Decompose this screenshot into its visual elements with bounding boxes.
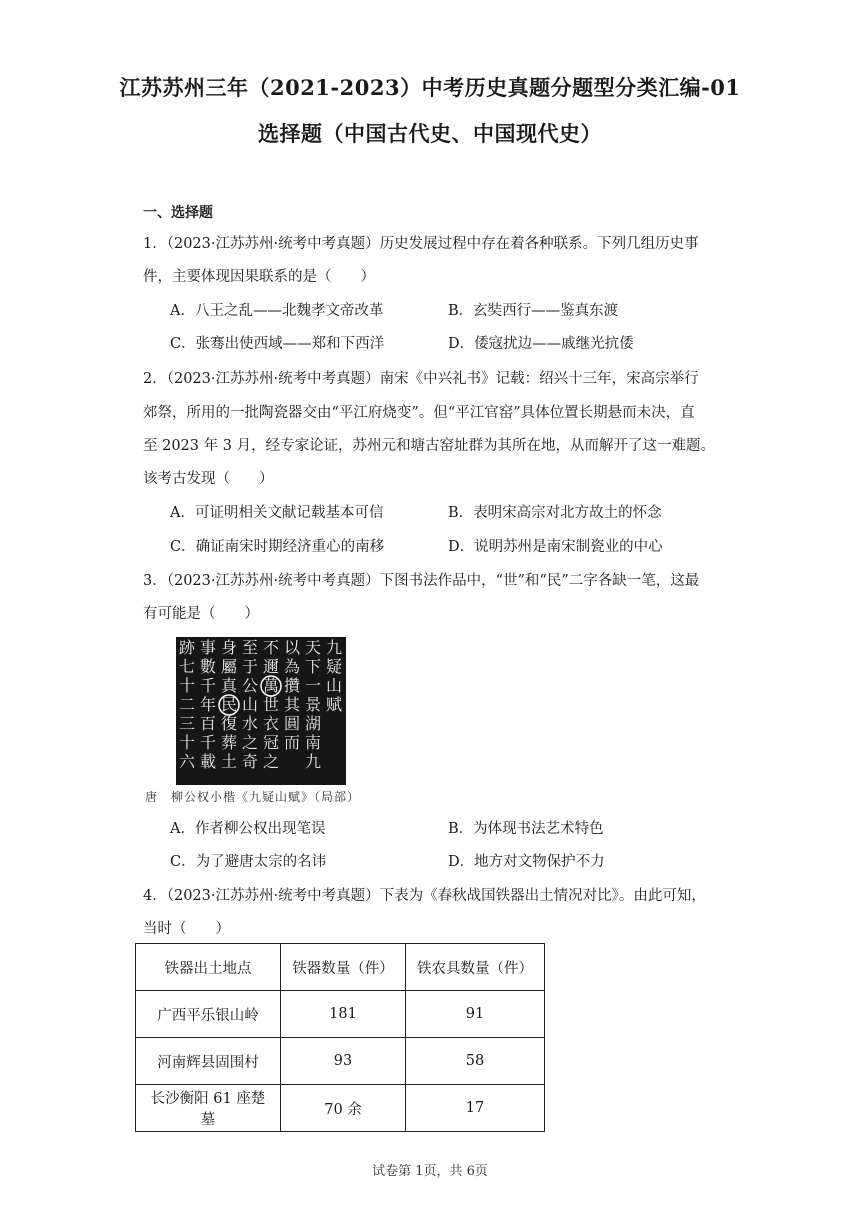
q2-stem-line2: 郊祭，所用的一批陶瓷器交由“平江府烧变”。但“平江官窑”具体位置长期悬而未决，直 (143, 405, 695, 421)
calligraphy-char: 事 (199, 638, 217, 657)
calligraphy-char: 屬 (220, 657, 238, 676)
table-cell: 91 (406, 991, 545, 1038)
q1-option-a[interactable]: A．八王之乱——北魏孝文帝改革 (170, 303, 384, 319)
table-header-cell: 铁器数量（件） (281, 944, 406, 991)
table-row (136, 1085, 545, 1132)
calligraphy-char: 載 (199, 752, 217, 771)
calligraphy-char: 真 (220, 676, 238, 695)
calligraphy-char: 邇 (262, 657, 280, 676)
table-header-cell: 铁农具数量（件） (406, 944, 545, 991)
q1-option-d[interactable]: D．倭寇扰边——戚继光抗倭 (448, 336, 634, 352)
calligraphy-char: 不 (262, 638, 280, 657)
table-header-row (136, 944, 545, 991)
q4-stem-line2: 当时（ ） (143, 921, 230, 937)
table-cell: 长沙衡阳 61 座楚墓 (136, 1085, 281, 1132)
calligraphy-char: 圓 (283, 714, 301, 733)
calligraphy-char: 跡 (178, 638, 196, 657)
calligraphy-char: 水 (241, 714, 259, 733)
calligraphy-char: 山 (241, 695, 259, 714)
table-header-cell: 铁器出土地点 (136, 944, 281, 991)
q1-stem-line2: 件，主要体现因果联系的是（ ） (143, 269, 375, 285)
table-row (136, 1038, 545, 1085)
q1-option-c[interactable]: C．张骞出使西域——郑和下西洋 (170, 336, 385, 352)
calligraphy-char: 為 (283, 657, 301, 676)
calligraphy-char: 山 (325, 676, 343, 695)
calligraphy-caption: 唐 柳公权小楷《九疑山赋》（局部） (145, 790, 361, 804)
table-cell: 17 (406, 1085, 545, 1132)
q3-option-d[interactable]: D．地方对文物保护不力 (448, 854, 605, 870)
doc-title-line1: 江苏苏州三年（2021-2023）中考历史真题分题型分类汇编-01 (119, 75, 741, 100)
calligraphy-char: 之 (241, 733, 259, 752)
q3-option-a[interactable]: A．作者柳公权出现笔误 (170, 821, 326, 837)
table-cell: 181 (281, 991, 406, 1038)
calligraphy-char: 身 (220, 638, 238, 657)
calligraphy-char: 三 (178, 714, 196, 733)
calligraphy-char: 之 (262, 752, 280, 771)
calligraphy-char: 至 (241, 638, 259, 657)
page-footer: 试卷第 1页，共 6页 (372, 1164, 488, 1179)
q2-option-d[interactable]: D．说明苏州是南宋制瓷业的中心 (448, 539, 663, 555)
q2-option-a[interactable]: A．可证明相关文献记载基本可信 (170, 505, 384, 521)
q2-option-b[interactable]: B．表明宋高宗对北方故土的怀念 (448, 505, 662, 521)
calligraphy-char: 一 (304, 676, 322, 695)
calligraphy-char: 萬 (262, 676, 280, 695)
calligraphy-figure (143, 632, 387, 808)
q2-stem-line4: 该考古发现（ ） (143, 471, 274, 487)
calligraphy-char: 其 (283, 695, 301, 714)
calligraphy-char: 世 (262, 695, 280, 714)
q2-option-c[interactable]: C．确证南宋时期经济重心的南移 (170, 539, 385, 555)
calligraphy-char: 七 (178, 657, 196, 676)
calligraphy-char: 年 (199, 695, 217, 714)
q4-stem-line1: 4．（2023·江苏苏州·统考中考真题）下表为《春秋战国铁器出土情况对比》。由此可知， (143, 888, 706, 904)
q3-option-b[interactable]: B．为体现书法艺术特色 (448, 821, 604, 837)
q2-stem-line3: 至 2023 年 3 月，经专家论证，苏州元和塘古窑址群为其所在地，从而解开了这一难题。 (143, 438, 716, 454)
calligraphy-char: 九 (325, 638, 343, 657)
calligraphy-char: 疑 (325, 657, 343, 676)
calligraphy-char: 攢 (283, 676, 301, 695)
table-cell: 广西平乐银山岭 (136, 991, 281, 1038)
q2-stem-line1: 2．（2023·江苏苏州·统考中考真题）南宋《中兴礼书》记载：绍兴十三年，宋高宗举行 (143, 371, 699, 387)
section-heading: 一、选择题 (143, 205, 213, 221)
table-row (136, 991, 545, 1038)
iron-artifacts-table (135, 943, 545, 1132)
calligraphy-char: 下 (304, 657, 322, 676)
calligraphy-char: 于 (241, 657, 259, 676)
calligraphy-char: 葬 (220, 733, 238, 752)
calligraphy-char: 千 (199, 676, 217, 695)
calligraphy-char: 六 (178, 752, 196, 771)
calligraphy-char: 復 (220, 714, 238, 733)
calligraphy-char: 奇 (241, 752, 259, 771)
calligraphy-char: 而 (283, 733, 301, 752)
calligraphy-char: 十 (178, 733, 196, 752)
calligraphy-char: 民 (220, 695, 238, 714)
calligraphy-char: 冠 (262, 733, 280, 752)
calligraphy-char: 衣 (262, 714, 280, 733)
calligraphy-char: 景 (304, 695, 322, 714)
q3-stem-line1: 3．（2023·江苏苏州·统考中考真题）下图书法作品中，“世”和“民”二字各缺一笔，这最 (143, 573, 700, 589)
calligraphy-char: 百 (199, 714, 217, 733)
calligraphy-char: 天 (304, 638, 322, 657)
table-cell: 93 (281, 1038, 406, 1085)
q3-stem-line2: 有可能是（ ） (143, 606, 259, 622)
calligraphy-char: 南 (304, 733, 322, 752)
q3-option-c[interactable]: C．为了避唐太宗的名讳 (170, 854, 327, 870)
calligraphy-char: 數 (199, 657, 217, 676)
doc-title-line2: 选择题（中国古代史、中国现代史） (258, 121, 602, 146)
calligraphy-char: 赋 (325, 695, 343, 714)
calligraphy-char: 湖 (304, 714, 322, 733)
calligraphy-char: 十 (178, 676, 196, 695)
calligraphy-char: 土 (220, 752, 238, 771)
table-cell: 70 余 (281, 1085, 406, 1132)
calligraphy-char: 二 (178, 695, 196, 714)
calligraphy-char: 九 (304, 752, 322, 771)
calligraphy-char: 以 (283, 638, 301, 657)
q1-stem-line1: 1．（2023·江苏苏州·统考中考真题）历史发展过程中存在着各种联系。下列几组历史事 (143, 236, 699, 252)
calligraphy-rubbing-image (176, 637, 346, 785)
calligraphy-char: 千 (199, 733, 217, 752)
q1-option-b[interactable]: B．玄奘西行——鉴真东渡 (448, 303, 619, 319)
calligraphy-char: 公 (241, 676, 259, 695)
table-cell: 河南辉县固围村 (136, 1038, 281, 1085)
table-cell: 58 (406, 1038, 545, 1085)
